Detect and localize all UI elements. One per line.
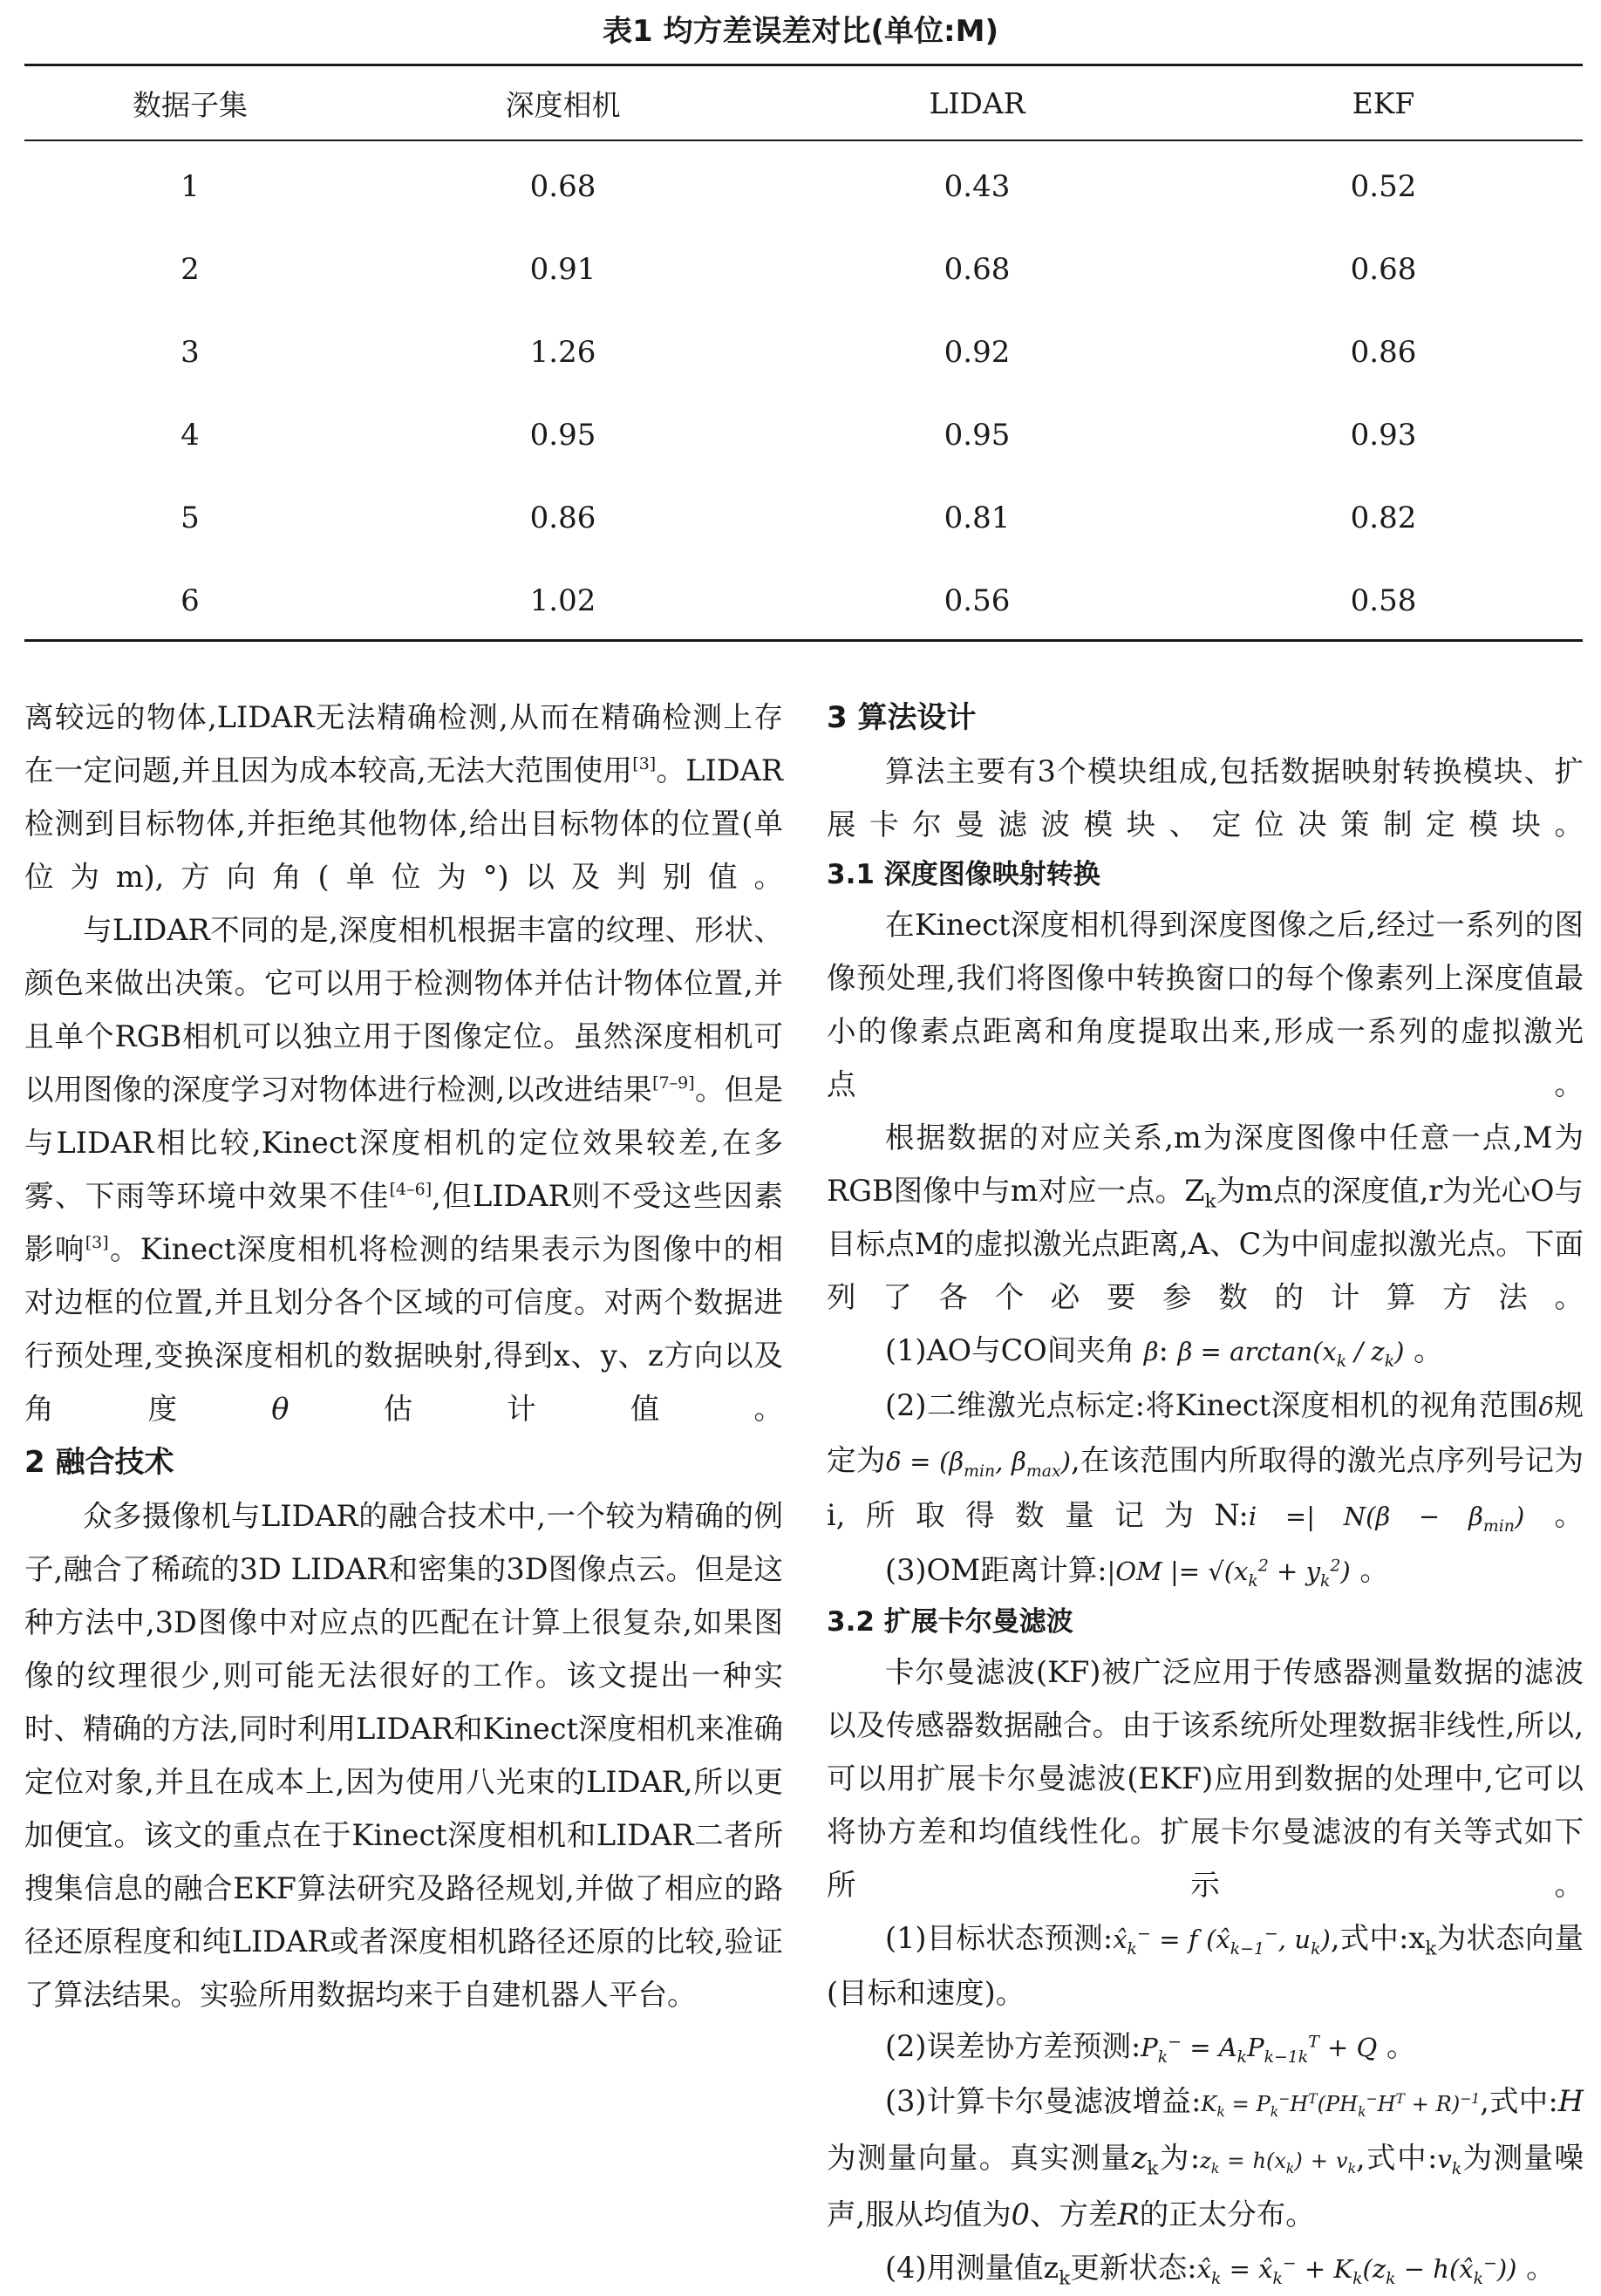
table-row [24, 140, 1583, 228]
table-cell: 0.56 [944, 583, 1011, 618]
table-header-cell: 深度相机 [505, 87, 621, 122]
citation-ref[interactable]: [4–6] [389, 1180, 433, 1199]
subscript: k [1204, 1190, 1216, 1213]
math-symbol: 0 [1011, 2197, 1030, 2231]
text-run: (1)AO与CO间夹角 [885, 1333, 1135, 1367]
section-heading: 2 融合技术 [24, 1445, 174, 1480]
table-cell: 0.68 [1350, 251, 1417, 287]
table-header-cell: 数据子集 [133, 87, 248, 122]
table-row [24, 559, 1583, 642]
table-row [24, 476, 1583, 559]
formula-beta: β [1143, 1337, 1159, 1366]
formula-update: $x̂_k$ = $x̂_k^- + K_k(z_k$ − $h(x̂_k^-)$) [1196, 2254, 1517, 2288]
paragraph [827, 1111, 1584, 1324]
text-run: 。但是与LIDAR相比较,Kinect深度相机的定位效果较差,在多雾、下雨等环境中效果不佳 [24, 1073, 784, 1213]
table-cell: 1.26 [529, 334, 596, 370]
right-column [827, 691, 1584, 2296]
formula-measurement: $z_k = h(x_k) + v_k$ [1200, 2149, 1357, 2177]
math-symbol: z [1131, 2141, 1148, 2175]
formula-index: i =| $N(\beta - \beta_{min})$ [1248, 1502, 1525, 1536]
text-run: 离较远的物体,LIDAR无法精确检测,从而在精确检测上存在一定问题,并且因为成本较高,无法大范围使用 [24, 700, 783, 787]
text-run: (2)二维激光点标定:将Kinect深度相机的视角范围 [885, 1388, 1539, 1422]
paragraph: 众多摄像机与LIDAR的融合技术中,一个较为精确的例子,融合了稀疏的3D LIDAR和密集的3D图像点云。但是这种方法中,3D图像中对应点的匹配在计算上很复杂,如果图像的纹理很少,则可能无法很好的工作。该文提出一种实时、精确的方法,同时利用LIDAR和Kinect深度相机来准确定位对象,并且在成本上,因为使用八光束的LIDAR,所以更加便宜。该文的重点在于Kinect深度相机和LIDAR二者所搜集信息的融合EKF算法研究及路径规划,并做了相应的路径还原程度和纯LIDAR或者深度相机路径还原的比较,验证了算法结果。实验所用数据均来于自建机器人平台。 [24, 1499, 783, 2012]
paragraph [24, 691, 783, 903]
text-run: 。Kinect深度相机将检测的结果表示为图像中的相对边框的位置,并且划分各个区域的可信度。对两个数据进行预处理,变换深度相机的数据映射,得到x、y、z方向以及角度 [24, 1232, 783, 1426]
subsection-heading: 3.2 扩展卡尔曼滤波 [827, 1606, 1073, 1638]
formula-noise: $v_k$ [1437, 2144, 1462, 2178]
table-cell: 0.91 [529, 251, 596, 287]
text-run: (3)计算卡尔曼滤波增益: [885, 2084, 1202, 2118]
text-run: 的正太分布。 [1139, 2197, 1315, 2231]
table-header-row [24, 66, 1583, 140]
table-header-cell: LIDAR [929, 85, 1025, 120]
table-cell: 0.82 [1350, 500, 1417, 535]
table-header-cell: EKF [1352, 85, 1415, 120]
equation-paragraph [827, 2075, 1584, 2241]
math-symbol: θ [271, 1392, 290, 1426]
table-row [24, 393, 1583, 476]
formula-gain: $K_k = P_k^-H^T(PH_k^-H^T + R)^{-1}$ [1201, 2091, 1481, 2120]
text-run: ,式中: [1356, 2141, 1438, 2175]
formula-distance: |OM |= $√(x_k^2 + y_k^2)$ [1107, 1557, 1351, 1591]
text-run: 估计值。 [289, 1392, 784, 1426]
text-run: 。LIDAR检测到目标物体,并拒绝其他物体,给出目标物体的位置(单位为m),方向角(单位为°)以及判别值。 [24, 753, 783, 894]
table-cell: 0.52 [1350, 168, 1417, 204]
equation-line: (3)OM距离计算:|OM |= $√(x_k^2 + y_k^2)$ 。 [885, 1553, 1389, 1591]
text-run: 与LIDAR不同的是,深度相机根据丰富的纹理、形状、颜色来做出决策。它可以用于检测物体并估计物体位置,并且单个RGB相机可以独立用于图像定位。虽然深度相机可以用图像的深度学习对物体进行检测,以改进结果 [24, 913, 783, 1107]
text-run: 为测量向量。真实测量 [827, 2141, 1132, 2175]
paragraph: 在Kinect深度相机得到深度图像之后,经过一系列的图像预处理,我们将图像中转换窗口的每个像素列上深度值最小的像素点距离和角度提取出来,形成一系列的虚拟激光点。 [827, 908, 1584, 1101]
text-run: (3)OM距离计算: [885, 1553, 1107, 1587]
text-run: (2)误差协方差预测: [885, 2029, 1141, 2063]
equation-line: (4)用测量值$z_k$更新状态$:x̂_k$ = $x̂_k^- + K_k(z_k$ − $h(x̂_k^-)$) 。 [885, 2251, 1556, 2290]
section-heading: 3 算法设计 [827, 700, 977, 735]
equation-line: (2)误差协方差预测$:P_k^- = A_kP_{k-1k}^T + Q$ 。 [885, 2029, 1416, 2067]
table-cell: 0.86 [1350, 334, 1417, 370]
table-caption: 表1 均方差误差对比(单位:M) [602, 14, 998, 49]
text-run: 为测量噪声,服从均值为 [827, 2141, 1584, 2231]
paragraph: 卡尔曼滤波(KF)被广泛应用于传感器测量数据的滤波以及传感器数据融合。由于该系统所处理数据非线性,所以,可以用扩展卡尔曼滤波(EKF)应用到数据的处理中,它可以将协方差和均值线性化。扩展卡尔曼滤波的有关等式如下所示。 [827, 1655, 1584, 1902]
table-cell: 0.93 [1350, 417, 1417, 453]
table-cell: 4 [181, 417, 200, 453]
text-run: ,式中: [1480, 2084, 1558, 2118]
table-cell: 6 [181, 583, 200, 618]
equation-line: (1)AO与CO间夹角 β: $\beta = \arctan(x_k / z_k)$ 。 [885, 1333, 1443, 1371]
left-column [24, 691, 783, 2021]
table-cell: 1.02 [529, 583, 596, 618]
paragraph: 算法主要有3个模块组成,包括数据映射转换模块、扩展卡尔曼滤波模块、定位决策制定模块。 [827, 754, 1584, 841]
subscript: k [1425, 1938, 1437, 1960]
subsection-heading: 3.1 深度图像映射转换 [827, 859, 1100, 890]
text-run: ,式中:x [1330, 1921, 1426, 1955]
table-cell: 0.81 [944, 500, 1011, 535]
formula-covariance: $P_k^- = A_kP_{k-1k}^T + Q$ [1141, 2033, 1378, 2067]
table-cell: 1 [181, 168, 200, 204]
subscript: k [1147, 2157, 1159, 2180]
table-cell: 5 [181, 500, 200, 535]
table-cell: 3 [181, 334, 200, 370]
text-run: 为: [1158, 2141, 1201, 2175]
table-cell: 0.43 [944, 168, 1011, 204]
equation-paragraph: (2)二维激光点标定:将Kinect深度相机的视角范围δ规定为$\delta = (\beta_{min}$, $\beta_{max}$),在该范围内所取得的激光点序列号记为i,所取得数量记为N:i =| $N(\beta - \beta_{min})$ 。 [827, 1388, 1584, 1536]
table-cell: 0.68 [529, 168, 596, 204]
table-cell: 0.95 [944, 417, 1011, 453]
math-symbol: H [1557, 2084, 1584, 2118]
text-run: 为m点的深度值,r为光心O与目标点M的虚拟激光点距离,A、C为中间虚拟激光点。下面列了各个必要参数的计算方法。 [827, 1174, 1584, 1314]
text-run: 为状态向量(目标和速度)。 [827, 1921, 1584, 2010]
table-row [24, 228, 1583, 310]
citation-ref[interactable]: [3] [632, 754, 657, 773]
table-cell: 0.92 [944, 334, 1011, 370]
rmse-table [24, 66, 1583, 642]
paragraph [24, 903, 783, 1435]
citation-ref[interactable]: [3] [85, 1233, 109, 1252]
table-cell: 0.68 [944, 251, 1011, 287]
formula-delta: δ [1538, 1392, 1554, 1421]
table-cell: 2 [181, 251, 200, 287]
math-symbol: R [1117, 2197, 1140, 2231]
equation-paragraph [827, 1911, 1584, 2020]
citation-ref[interactable]: [7–9] [652, 1073, 695, 1093]
text-run: 更新状态: [1070, 2251, 1197, 2285]
table-cell: 0.58 [1350, 583, 1417, 618]
text-run: (4)用测量值z [885, 2251, 1059, 2285]
formula-range: $\delta = (\beta_{min}$, $\beta_{max}$) [885, 1447, 1071, 1481]
table-cell: 0.95 [529, 417, 596, 453]
table-cell: 0.86 [529, 500, 596, 535]
formula-state-prediction: $x̂_k^- = f$ ($x̂_{k-1}^-$, $u_k$) [1113, 1925, 1331, 1959]
text-run: 根据数据的对应关系,m为深度图像中任意一点,M为RGB图像中与m对应一点。Z [827, 1121, 1584, 1208]
text-run: (1)目标状态预测: [885, 1921, 1114, 1955]
text-run: 、方差 [1029, 2197, 1118, 2231]
text-run: 规定为 [827, 1388, 1584, 1477]
table-row [24, 310, 1583, 393]
subscript: k [1059, 2267, 1071, 2290]
text-run: ,但LIDAR则不受这些因素影响 [24, 1179, 784, 1266]
text-run: ,在该范围内所取得的激光点序列号记为i,所取得数量记为N: [827, 1443, 1584, 1532]
formula-arctan: $\beta = \arctan(x_k / z_k)$ [1177, 1337, 1405, 1371]
